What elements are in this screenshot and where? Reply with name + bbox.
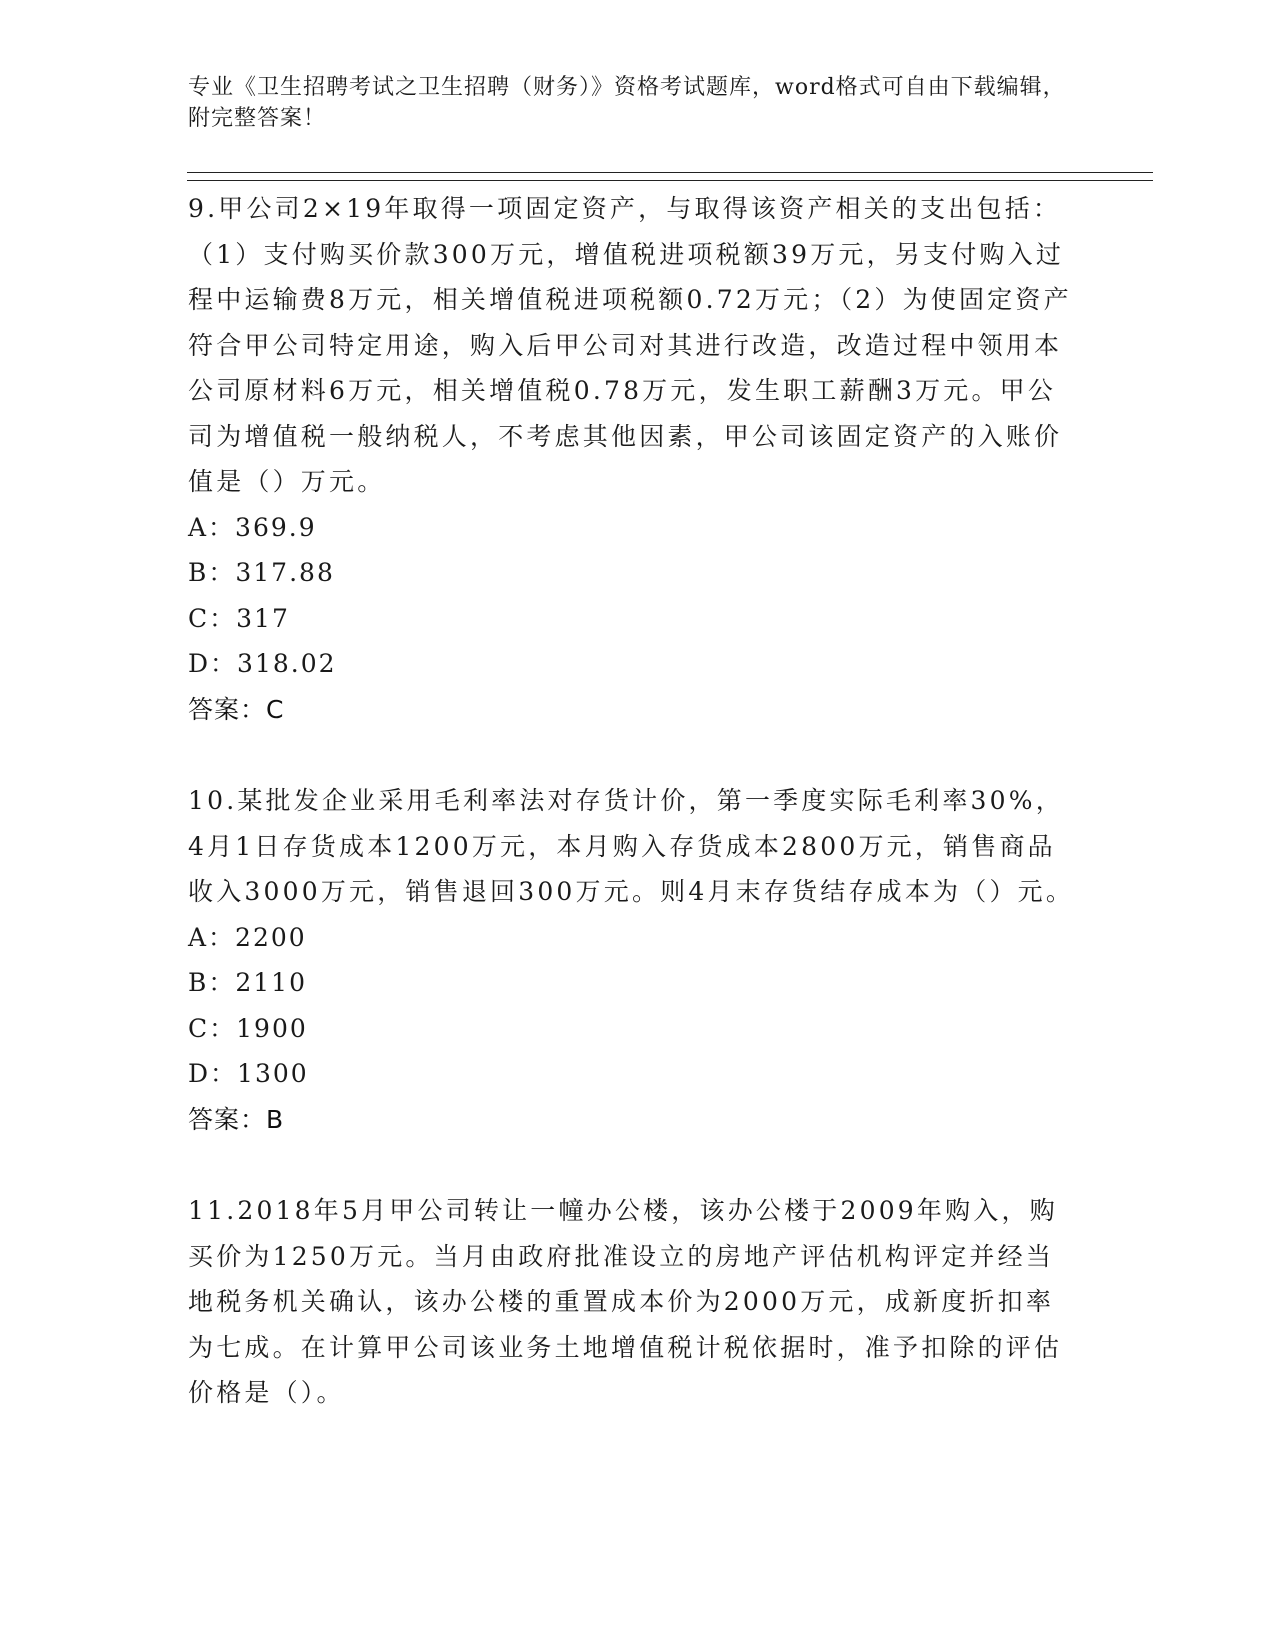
option-d: D：318.02	[188, 649, 337, 678]
option-c: C：1900	[188, 1013, 308, 1043]
question-stem: 10.某批发企业采用毛利率法对存货计价，第一季度实际毛利率30%，4月1日存货成本1200万元，本月购入存货成本2800万元，销售商品收入3000万元，销售退回300万元。则4月末存货结存成本为（）元。	[188, 786, 1075, 906]
option-d: D：1300	[188, 1059, 309, 1088]
option-b: B：2110	[188, 968, 307, 997]
header-divider-bottom	[187, 180, 1153, 181]
question-stem: 11.2018年5月甲公司转让一幢办公楼，该办公楼于2009年购入，购买价为1250万元。当月由政府批准设立的房地产评估机构评定并经当地税务机关确认，该办公楼的重置成本价为2000万元，成新度折扣率为七成。在计算甲公司该业务土地增值税计税依据时，准予扣除的评估价格是（）。	[188, 1196, 1063, 1407]
question-9	[188, 186, 1078, 732]
question-11	[188, 1188, 1078, 1416]
question-10	[188, 778, 1078, 1142]
answer-line: 答案：B	[188, 1104, 285, 1134]
question-spacer	[188, 732, 1078, 778]
question-stem: 9.甲公司2×19年取得一项固定资产，与取得该资产相关的支出包括：（1）支付购买价款300万元，增值税进项税额39万元，另支付购入过程中运输费8万元，相关增值税进项税额0.72万元；（2）为使固定资产符合甲公司特定用途，购入后甲公司对其进行改造，改造过程中领用本公司原材料6万元，相关增值税0.78万元，发生职工薪酬3万元。甲公司为增值税一般纳税人，不考虑其他因素，甲公司该固定资产的入账价值是（）万元。	[188, 194, 1072, 496]
option-a: A：2200	[188, 922, 307, 952]
header-divider-top	[187, 172, 1153, 173]
document-intro: 专业《卫生招聘考试之卫生招聘（财务）》资格考试题库，word格式可自由下载编辑，附完整答案！	[188, 75, 1066, 131]
option-a: A：369.9	[188, 512, 317, 542]
question-spacer	[188, 1142, 1078, 1188]
question-list	[188, 186, 1078, 1416]
option-b: B：317.88	[188, 558, 335, 587]
answer-line: 答案：C	[188, 694, 285, 724]
option-c: C：317	[188, 603, 290, 633]
